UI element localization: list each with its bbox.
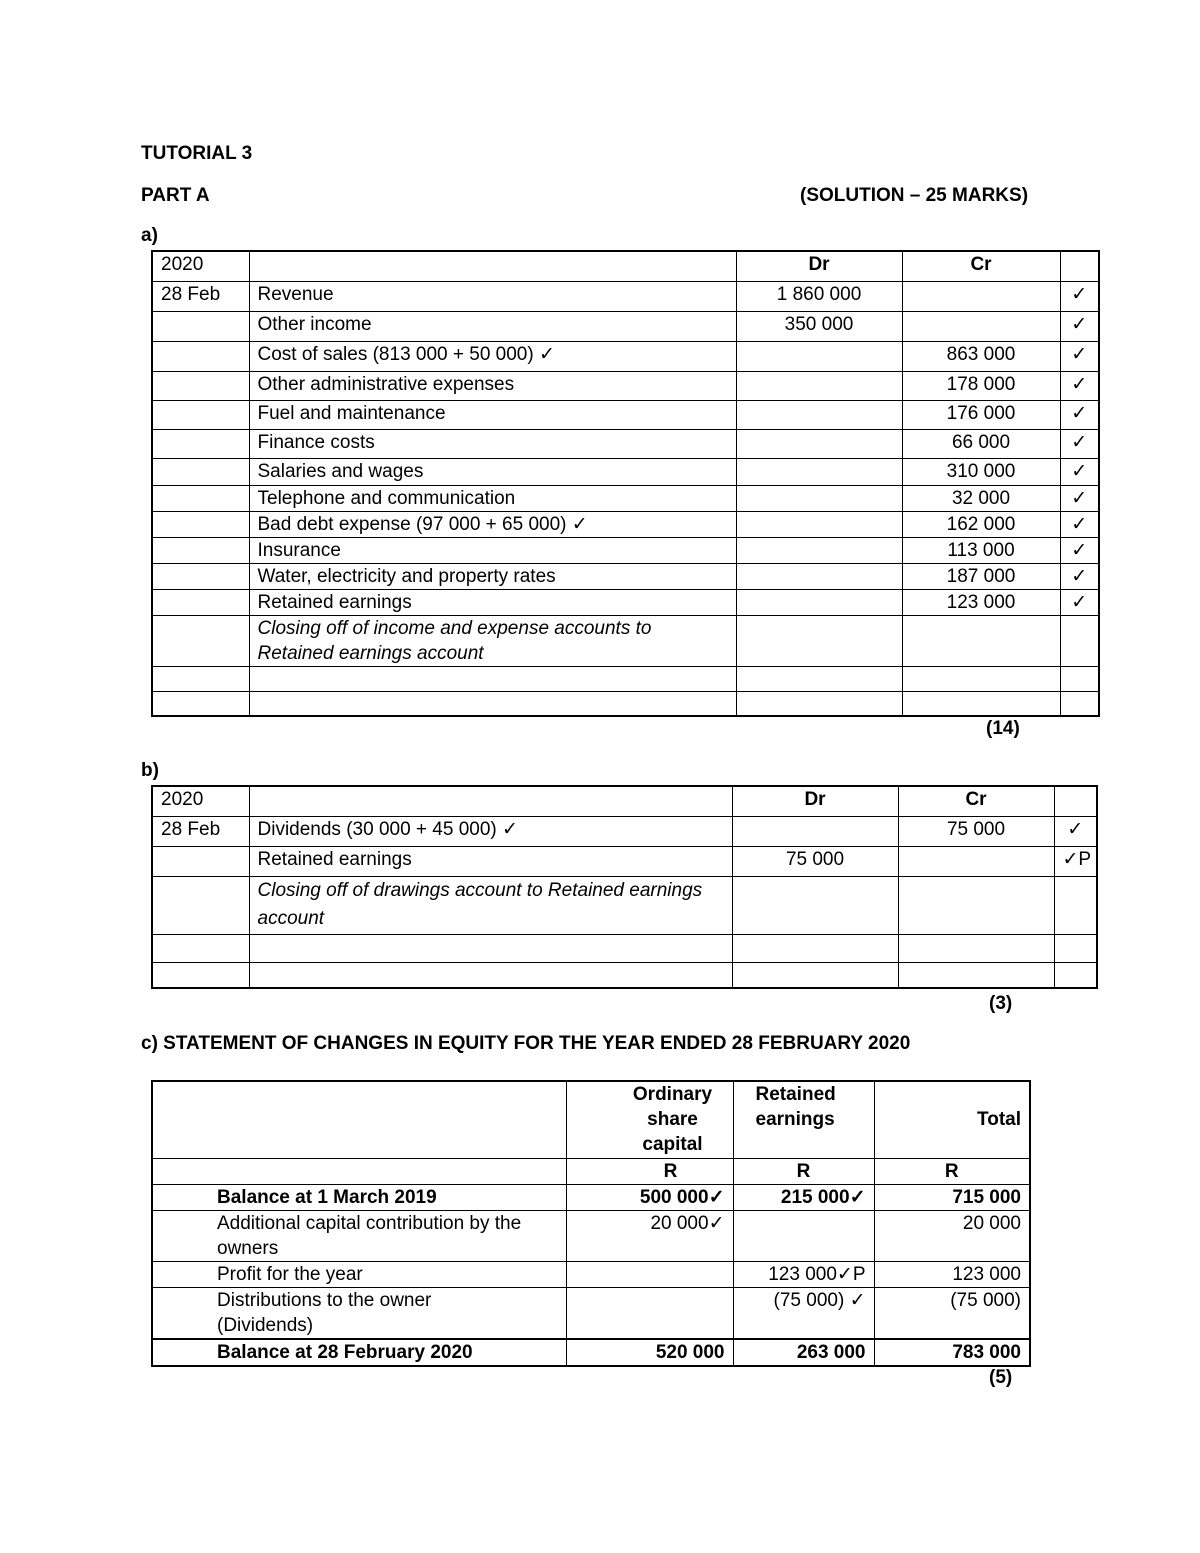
table-row xyxy=(152,563,1099,589)
table-row xyxy=(152,485,1099,511)
date-cell xyxy=(152,371,249,400)
tick-icon: ✓ xyxy=(1060,371,1099,400)
total-header: Total xyxy=(874,1081,1030,1158)
table-row xyxy=(152,458,1099,485)
table-row xyxy=(152,589,1099,615)
tick-icon: ✓ xyxy=(1054,816,1097,846)
total-value: 20 000 xyxy=(874,1210,1030,1261)
share-capital-value: 500 000✓ xyxy=(566,1184,733,1210)
retained-earnings-value: 263 000 xyxy=(733,1339,874,1366)
page-title: TUTORIAL 3 xyxy=(141,143,253,164)
table-row xyxy=(152,511,1099,537)
account-cell: Telephone and communication xyxy=(249,485,736,511)
debit-cell: 75 000 xyxy=(732,846,898,876)
account-cell: Fuel and maintenance xyxy=(249,400,736,429)
date-cell xyxy=(152,429,249,458)
debit-cell xyxy=(732,816,898,846)
retained-earnings-value xyxy=(733,1210,874,1261)
total-value: 123 000 xyxy=(874,1261,1030,1287)
credit-cell xyxy=(902,281,1060,311)
share-capital-value: 20 000✓ xyxy=(566,1210,733,1261)
account-cell: Bad debt expense (97 000 + 65 000) ✓ xyxy=(249,511,736,537)
retained-earnings-header: Retained earnings xyxy=(733,1081,874,1158)
table-row xyxy=(152,1339,1030,1366)
date-cell xyxy=(152,537,249,563)
debit-cell xyxy=(736,485,902,511)
tick-icon: ✓ xyxy=(1060,341,1099,371)
share-capital-value xyxy=(566,1287,733,1339)
dr-header: Dr xyxy=(736,251,902,281)
debit-cell xyxy=(736,341,902,371)
currency-label: R xyxy=(874,1158,1030,1184)
row-label: Balance at 28 February 2020 xyxy=(152,1339,566,1366)
credit-cell: 75 000 xyxy=(898,816,1054,846)
narration-row xyxy=(152,615,1099,666)
part-a-label: a) xyxy=(141,225,158,246)
part-c-marks: (5) xyxy=(989,1367,1013,1388)
table-row xyxy=(152,400,1099,429)
row-label: Distributions to the owner (Dividends) xyxy=(152,1287,566,1339)
total-value: 783 000 xyxy=(874,1339,1030,1366)
credit-cell xyxy=(902,311,1060,341)
account-cell: Water, electricity and property rates xyxy=(249,563,736,589)
equity-statement-table xyxy=(151,1080,1031,1367)
date-cell xyxy=(152,485,249,511)
debit-cell xyxy=(736,563,902,589)
account-cell: Finance costs xyxy=(249,429,736,458)
date-cell xyxy=(152,341,249,371)
tick-icon: ✓ xyxy=(1060,311,1099,341)
tick-icon: ✓ xyxy=(1060,281,1099,311)
date-cell xyxy=(152,511,249,537)
table-row xyxy=(152,311,1099,341)
table-row xyxy=(152,1287,1030,1339)
share-capital-value: 520 000 xyxy=(566,1339,733,1366)
retained-earnings-value: 215 000✓ xyxy=(733,1184,874,1210)
tick-icon: ✓ xyxy=(1060,485,1099,511)
debit-cell: 1 860 000 xyxy=(736,281,902,311)
credit-cell xyxy=(898,846,1054,876)
retained-earnings-value: 123 000✓P xyxy=(733,1261,874,1287)
date-cell: 28 Feb xyxy=(152,816,249,846)
credit-cell: 863 000 xyxy=(902,341,1060,371)
tick-icon: ✓ xyxy=(1060,537,1099,563)
empty-row xyxy=(152,691,1099,716)
narration-row xyxy=(152,876,1097,934)
account-cell: Revenue xyxy=(249,281,736,311)
empty-row xyxy=(152,666,1099,691)
table-row xyxy=(152,429,1099,458)
total-value: 715 000 xyxy=(874,1184,1030,1210)
journal-table-a xyxy=(151,250,1100,717)
account-cell: Salaries and wages xyxy=(249,458,736,485)
debit-cell xyxy=(736,537,902,563)
table-row xyxy=(152,816,1097,846)
date-cell: 28 Feb xyxy=(152,281,249,311)
debit-cell xyxy=(736,400,902,429)
credit-cell: 187 000 xyxy=(902,563,1060,589)
tick-icon: ✓ xyxy=(1060,563,1099,589)
date-cell xyxy=(152,458,249,485)
part-c-heading: c) STATEMENT OF CHANGES IN EQUITY FOR THE YEAR ENDED 28 FEBRUARY 2020 xyxy=(141,1033,911,1054)
debit-cell: 350 000 xyxy=(736,311,902,341)
date-cell xyxy=(152,563,249,589)
cr-header: Cr xyxy=(902,251,1060,281)
table-header-row xyxy=(152,1081,1030,1158)
row-label: Profit for the year xyxy=(152,1261,566,1287)
row-label: Balance at 1 March 2019 xyxy=(152,1184,566,1210)
empty-row xyxy=(152,962,1097,988)
table-row xyxy=(152,1184,1030,1210)
debit-cell xyxy=(736,429,902,458)
table-row xyxy=(152,846,1097,876)
credit-cell: 32 000 xyxy=(902,485,1060,511)
tick-icon: ✓ xyxy=(1060,429,1099,458)
table-row xyxy=(152,537,1099,563)
currency-label: R xyxy=(566,1158,733,1184)
credit-cell: 310 000 xyxy=(902,458,1060,485)
account-cell: Retained earnings xyxy=(249,846,732,876)
debit-cell xyxy=(736,589,902,615)
share-capital-header: Ordinary share capital xyxy=(566,1081,733,1158)
table-row xyxy=(152,1210,1030,1261)
date-cell xyxy=(152,589,249,615)
credit-cell: 176 000 xyxy=(902,400,1060,429)
date-cell xyxy=(152,400,249,429)
date-cell xyxy=(152,311,249,341)
part-a-marks: (14) xyxy=(986,718,1020,739)
tick-icon: ✓ xyxy=(1060,400,1099,429)
part-b-marks: (3) xyxy=(989,993,1013,1014)
solution-label: (SOLUTION – 25 MARKS) xyxy=(800,185,1029,206)
credit-cell: 123 000 xyxy=(902,589,1060,615)
currency-label: R xyxy=(733,1158,874,1184)
table-header-row xyxy=(152,786,1097,816)
account-cell: Cost of sales (813 000 + 50 000) ✓ xyxy=(249,341,736,371)
cr-header: Cr xyxy=(898,786,1054,816)
account-cell: Dividends (30 000 + 45 000) ✓ xyxy=(249,816,732,846)
tick-icon: ✓ xyxy=(1060,511,1099,537)
debit-cell xyxy=(736,511,902,537)
narration-text: Closing off of drawings account to Retained earnings account xyxy=(249,876,732,934)
retained-earnings-value: (75 000) ✓ xyxy=(733,1287,874,1339)
credit-cell: 162 000 xyxy=(902,511,1060,537)
narration-text: Closing off of income and expense accounts to Retained earnings account xyxy=(249,615,736,666)
credit-cell: 66 000 xyxy=(902,429,1060,458)
part-b-label: b) xyxy=(141,760,159,781)
year-cell: 2020 xyxy=(152,786,249,816)
table-row xyxy=(152,341,1099,371)
account-cell: Other income xyxy=(249,311,736,341)
currency-row xyxy=(152,1158,1030,1184)
tick-icon: ✓ xyxy=(1060,458,1099,485)
row-label: Additional capital contribution by the owners xyxy=(152,1210,566,1261)
journal-table-b xyxy=(151,785,1098,989)
credit-cell: 113 000 xyxy=(902,537,1060,563)
table-row xyxy=(152,281,1099,311)
table-row xyxy=(152,1261,1030,1287)
part-label: PART A xyxy=(141,185,210,206)
empty-row xyxy=(152,934,1097,962)
account-cell: Other administrative expenses xyxy=(249,371,736,400)
account-cell: Insurance xyxy=(249,537,736,563)
account-cell: Retained earnings xyxy=(249,589,736,615)
debit-cell xyxy=(736,458,902,485)
total-value: (75 000) xyxy=(874,1287,1030,1339)
credit-cell: 178 000 xyxy=(902,371,1060,400)
share-capital-value xyxy=(566,1261,733,1287)
date-cell xyxy=(152,846,249,876)
dr-header: Dr xyxy=(732,786,898,816)
tick-icon: ✓ xyxy=(1060,589,1099,615)
debit-cell xyxy=(736,371,902,400)
table-row xyxy=(152,371,1099,400)
table-header-row xyxy=(152,251,1099,281)
tick-icon: ✓P xyxy=(1054,846,1097,876)
year-cell: 2020 xyxy=(152,251,249,281)
